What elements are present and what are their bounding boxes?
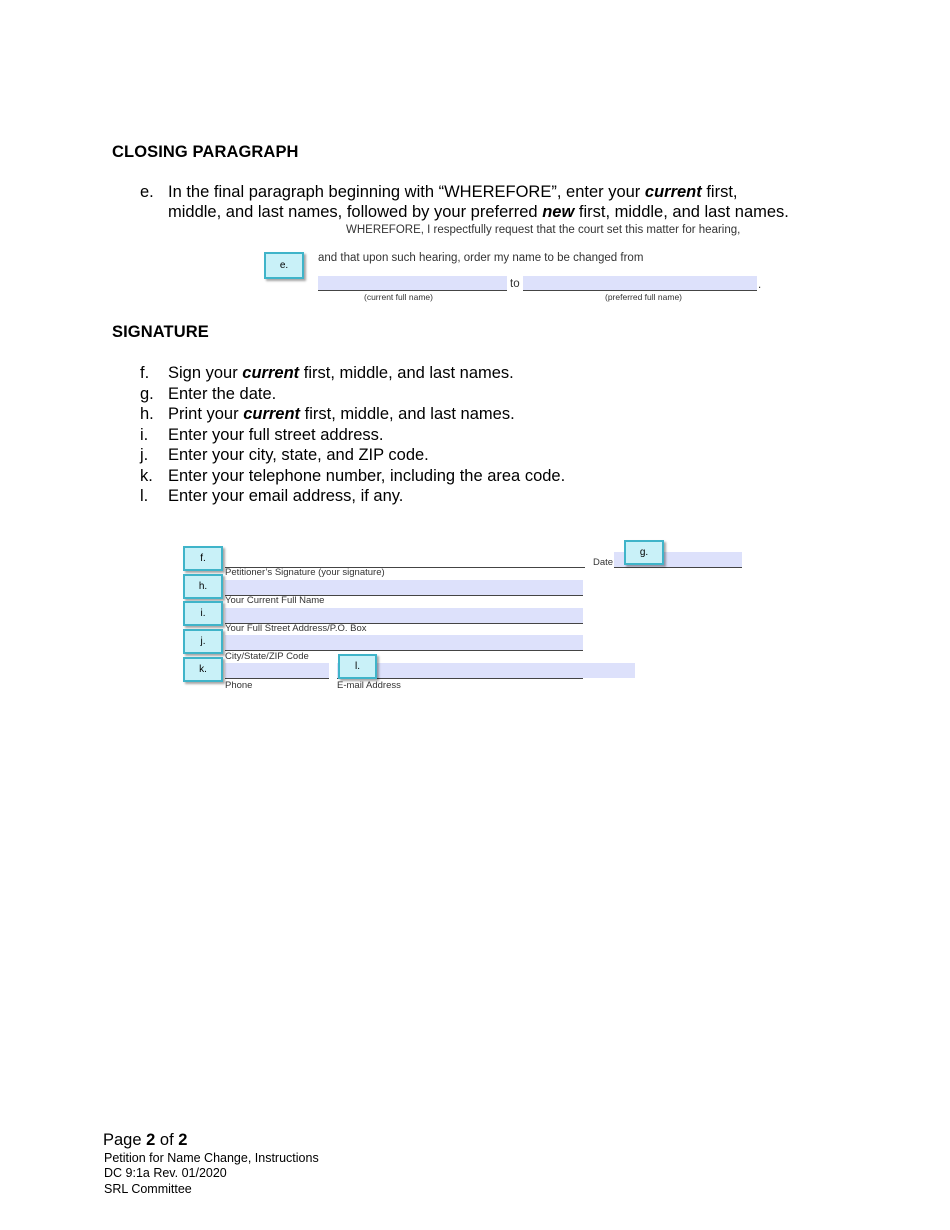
item-letter-e: e. <box>140 183 154 201</box>
wherefore-text: WHEREFORE, I respectfully request that the court set this matter for hearing, <box>346 224 741 236</box>
preferred-name-caption: (preferred full name) <box>605 292 683 302</box>
hearing-line-text: and that upon such hearing, order my name to be changed from <box>318 252 644 264</box>
footer-doc-title: Petition for Name Change, Instructions <box>104 1151 319 1165</box>
item-letter-k: k. <box>140 467 153 485</box>
item-letter-f: f. <box>140 364 150 382</box>
current-full-name-field[interactable] <box>225 580 583 596</box>
to-text: to <box>510 278 520 290</box>
signature-heading: SIGNATURE <box>112 323 209 341</box>
signature-label: Petitioner’s Signature (your signature) <box>225 567 385 578</box>
phone-label: Phone <box>225 680 253 691</box>
item-letter-j: j. <box>140 446 149 464</box>
period-text: . <box>758 279 762 291</box>
item-e-line2: middle, and last names, followed by your preferred new first, middle, and last names. <box>168 203 789 221</box>
current-name-caption: (current full name) <box>364 292 433 302</box>
item-g-text: Enter the date. <box>168 385 277 403</box>
footer-form-id: DC 9:1a Rev. 01/2020 <box>104 1166 227 1180</box>
city-state-zip-field[interactable] <box>225 635 583 651</box>
callout-g: g. <box>624 540 664 565</box>
item-e-line1: In the final paragraph beginning with “WHEREFORE”, enter your current first, <box>168 183 738 201</box>
page-number: Page 2 of 2 <box>103 1131 188 1149</box>
item-l-text: Enter your email address, if any. <box>168 487 404 505</box>
preferred-name-field[interactable] <box>523 276 757 291</box>
item-j-text: Enter your city, state, and ZIP code. <box>168 446 429 464</box>
callout-i: i. <box>183 601 223 626</box>
footer-committee: SRL Committee <box>104 1182 192 1196</box>
closing-heading: CLOSING PARAGRAPH <box>112 143 299 161</box>
item-k-text: Enter your telephone number, including the area code. <box>168 467 566 485</box>
callout-f: f. <box>183 546 223 571</box>
item-letter-l: l. <box>140 487 149 505</box>
current-full-name-label: Your Current Full Name <box>225 595 325 606</box>
callout-k: k. <box>183 657 223 682</box>
street-address-field[interactable] <box>225 608 583 624</box>
callout-h: h. <box>183 574 223 599</box>
date-label: Date <box>593 557 614 568</box>
item-letter-h: h. <box>140 405 154 423</box>
item-letter-i: i. <box>140 426 149 444</box>
callout-e: e. <box>264 252 304 279</box>
email-label: E-mail Address <box>337 680 401 691</box>
item-f-text: Sign your current first, middle, and last names. <box>168 364 514 382</box>
city-state-zip-label: City/State/ZIP Code <box>225 651 309 662</box>
phone-field[interactable] <box>225 663 329 679</box>
street-address-label: Your Full Street Address/P.O. Box <box>225 623 367 634</box>
email-field[interactable] <box>337 663 635 678</box>
callout-j: j. <box>183 629 223 654</box>
callout-l: l. <box>338 654 377 679</box>
signature-line[interactable] <box>225 552 585 568</box>
item-letter-g: g. <box>140 385 154 403</box>
item-h-text: Print your current first, middle, and last names. <box>168 405 515 423</box>
current-name-field[interactable] <box>318 276 507 291</box>
item-i-text: Enter your full street address. <box>168 426 384 444</box>
